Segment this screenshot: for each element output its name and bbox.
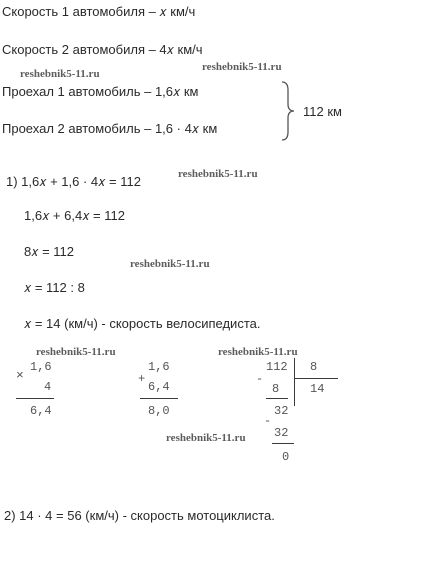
given-line-4: Проехал 2 автомобиль – 1,6 · 4𝑥 км <box>2 121 218 136</box>
multiply-rule <box>16 398 54 399</box>
watermark: reshebnik5-11.ru <box>202 61 282 73</box>
solution-step-2: 1,6𝑥 + 6,4𝑥 = 112 <box>24 208 125 223</box>
divide-minus-2: - <box>264 414 272 428</box>
add-bottom: 6,4 <box>148 380 170 394</box>
add-result: 8,0 <box>148 404 170 418</box>
divide-quotient: 14 <box>310 382 325 396</box>
watermark: reshebnik5-11.ru <box>218 346 298 358</box>
solution-step-4: 𝑥 = 112 : 8 <box>24 280 85 295</box>
divide-minus-1: - <box>256 372 264 386</box>
solution-step-1: 1) 1,6𝑥 + 1,6 · 4𝑥 = 112 <box>6 174 141 189</box>
watermark: reshebnik5-11.ru <box>166 432 246 444</box>
watermark: reshebnik5-11.ru <box>20 68 100 80</box>
divide-bar <box>294 358 295 406</box>
divide-sub-2: 32 <box>274 426 289 440</box>
total-distance: 112 км <box>303 104 342 119</box>
watermark: reshebnik5-11.ru <box>178 168 258 180</box>
given-line-3: Проехал 1 автомобиль – 1,6𝑥 км <box>2 84 199 99</box>
solution-final: 2) 14 · 4 = 56 (км/ч) - скорость мотоциклиста. <box>4 508 275 523</box>
divide-rem-2: 0 <box>282 450 290 464</box>
multiply-sign: × <box>16 368 24 383</box>
divide-dividend: 112 <box>266 360 288 374</box>
solution-step-3: 8𝑥 = 112 <box>24 244 75 259</box>
add-sign: + <box>138 372 146 386</box>
multiply-result: 6,4 <box>30 404 52 418</box>
divide-sub-1: 8 <box>272 382 280 396</box>
watermark: reshebnik5-11.ru <box>36 346 116 358</box>
divide-rule-2 <box>272 443 294 444</box>
divide-quotient-rule <box>294 378 338 379</box>
add-top: 1,6 <box>148 360 170 374</box>
curly-brace-icon <box>280 80 300 142</box>
given-line-1: Скорость 1 автомобиля – 𝑥 км/ч <box>2 4 196 19</box>
multiply-top: 1,6 <box>30 360 52 374</box>
given-line-2: Скорость 2 автомобиля – 4𝑥 км/ч <box>2 42 203 57</box>
watermark: reshebnik5-11.ru <box>130 258 210 270</box>
divide-rule-1 <box>266 398 288 399</box>
solution-step-5: 𝑥 = 14 (км/ч) - скорость велосипедиста. <box>24 316 261 331</box>
divide-divisor: 8 <box>310 360 318 374</box>
divide-rem-1: 32 <box>274 404 289 418</box>
add-rule <box>140 398 178 399</box>
multiply-bottom: 4 <box>44 380 52 394</box>
